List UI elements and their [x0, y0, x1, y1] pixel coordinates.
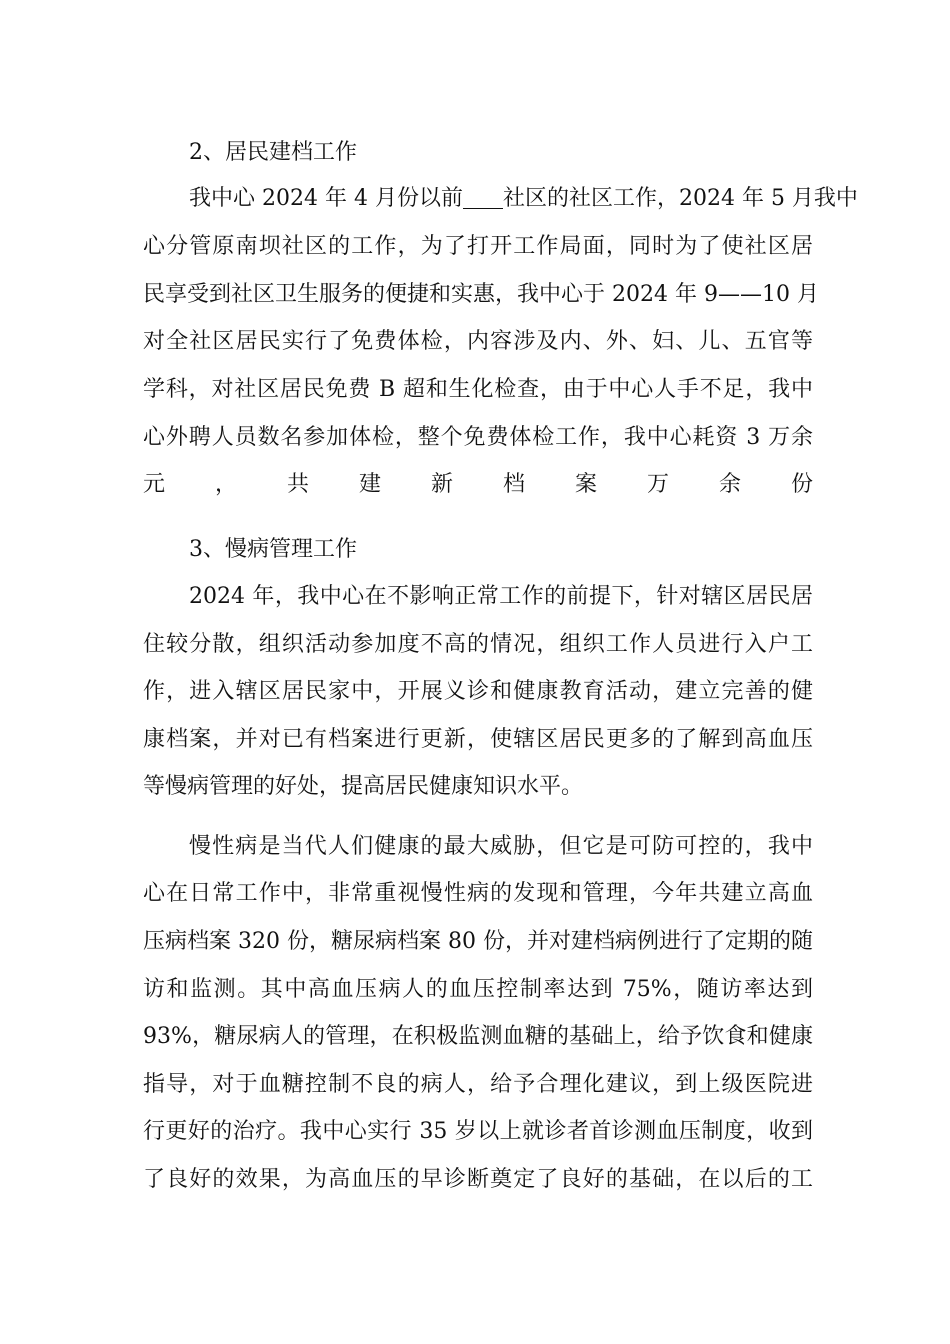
paragraph-line: [189, 184, 858, 214]
paragraph-line: 了良好的效果，为高血压的早诊断奠定了良好的基础，在以后的工: [143, 1167, 813, 1192]
paragraph-text: 我中心 2024 年 4 月份以前: [189, 186, 463, 211]
paragraph-line: 对全社区居民实行了免费体检，内容涉及内、外、妇、儿、五官等: [143, 329, 813, 354]
paragraph-line: 访和监测。其中高血压病人的血压控制率达到 75%，随访率达到: [143, 977, 813, 1002]
paragraph-line: 指导，对于血糖控制不良的病人，给予合理化建议，到上级医院进: [143, 1072, 813, 1097]
paragraph-line: 心外聘人员数名参加体检，整个免费体检工作，我中心耗资 3 万余: [143, 425, 813, 450]
paragraph-text: 社区的社区工作，2024 年 5 月我中: [502, 186, 858, 211]
paragraph-line: 行更好的治疗。我中心实行 35 岁以上就诊者首诊测血压制度，收到: [143, 1119, 813, 1144]
paragraph-line: 慢性病是当代人们健康的最大威胁，但它是可防可控的，我中: [189, 834, 813, 859]
paragraph-line: 作，进入辖区居民家中，开展义诊和健康教育活动，建立完善的健: [143, 679, 813, 704]
paragraph-line: 93%，糖尿病人的管理，在积极监测血糖的基础上，给予饮食和健康: [143, 1024, 813, 1049]
section-heading-chronic-disease: 3、慢病管理工作: [189, 537, 357, 562]
paragraph-line: 住较分散，组织活动参加度不高的情况，组织工作人员进行入户工: [143, 632, 813, 657]
paragraph-line: 等慢病管理的好处，提高居民健康知识水平。: [143, 774, 584, 799]
blank-underline: [463, 186, 503, 209]
paragraph-line: 压病档案 320 份，糖尿病档案 80 份，并对建档病例进行了定期的随: [143, 929, 813, 954]
section-heading-resident-records: 2、居民建档工作: [189, 140, 357, 165]
paragraph-line: 元，共建新档案万余份: [143, 472, 813, 497]
paragraph-line: 心在日常工作中，非常重视慢性病的发现和管理，今年共建立高血: [143, 881, 813, 906]
paragraph-line: 民享受到社区卫生服务的便捷和实惠，我中心于 2024 年 9——10 月: [143, 282, 819, 307]
paragraph-line: 心分管原南坝社区的工作，为了打开工作局面，同时为了使社区居: [143, 234, 813, 259]
paragraph-line: 康档案，并对已有档案进行更新，使辖区居民更多的了解到高血压: [143, 727, 813, 752]
paragraph-line: 学科，对社区居民免费 B 超和生化检查，由于中心人手不足，我中: [143, 377, 813, 402]
paragraph-line: 2024 年，我中心在不影响正常工作的前提下，针对辖区居民居: [189, 584, 813, 609]
